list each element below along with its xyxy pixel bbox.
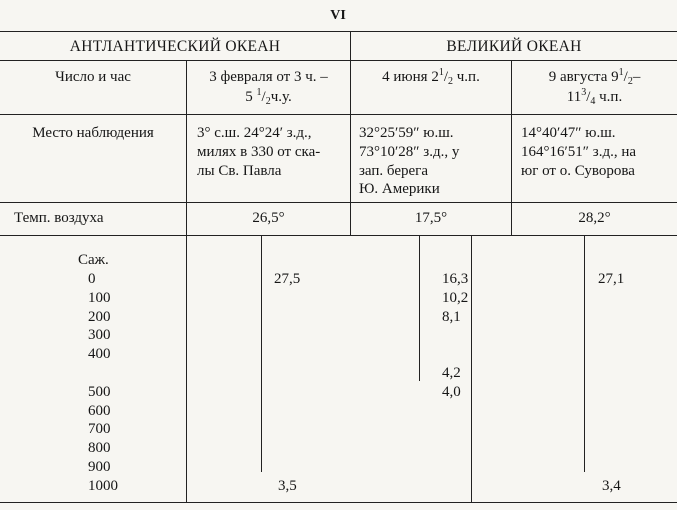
station2-temp: 4,2: [442, 364, 461, 381]
station3-date-line2: $11^3/_4$ ч.п.: [566, 87, 623, 107]
depth-value: 700: [88, 421, 111, 438]
place-label: Место наблюдения: [32, 125, 154, 141]
depth-value: 900: [88, 458, 111, 475]
station2-place: [359, 124, 459, 199]
station2-temp: 4,0: [442, 383, 461, 400]
station1-place-line: лы Св. Павла: [197, 162, 282, 179]
place-row-rule: [0, 202, 677, 203]
station2-place-line: 73°10′28″ з.д., у: [359, 143, 460, 160]
depth-value: 800: [88, 440, 111, 457]
atlantic-depth-divider: [261, 235, 262, 472]
station1-temp-surface: 27,5: [274, 271, 301, 287]
station2-temp: 16,3: [442, 271, 469, 287]
depth-values: [88, 270, 118, 496]
station2-temp: [442, 345, 468, 364]
ocean-header-rule: [0, 60, 677, 61]
station3-temp-bottom: 3,4: [602, 478, 621, 494]
station2-air-temp: 17,5°: [414, 210, 448, 226]
station3-air-temp: 28,2°: [578, 210, 611, 226]
station2-place-line: зап. берега: [359, 162, 428, 179]
station3-temp-surface: 27,1: [598, 271, 625, 287]
station3-place-line: 14°40′47″ ю.ш.: [521, 125, 616, 141]
station1-date-line1: 3 февраля от 3 ч. –: [209, 69, 328, 85]
station1-air-temp: 26,5°: [252, 210, 285, 226]
table-top-rule: [0, 31, 677, 32]
station1-place-line: 3° с.ш. 24°24′ з.д.,: [197, 125, 312, 141]
depth-value: 1000: [88, 477, 118, 494]
station2-depth-temps: [442, 270, 468, 402]
depth-value: 0: [88, 271, 96, 287]
date-time-label: Число и час: [55, 69, 131, 85]
pacific-ocean-header: ВЕЛИКИЙ ОКЕАН: [446, 38, 582, 55]
station2-date-line1: 4 июня $2^1/_2$ ч.п.: [382, 67, 480, 87]
station2-temp: 8,1: [442, 308, 461, 325]
label-column-divider: [186, 60, 187, 502]
station2-depth-divider-right: [471, 235, 472, 502]
date-row-rule: [0, 114, 677, 115]
station1-place-line: милях в 330 от ска-: [197, 143, 321, 160]
station3-date-line1: 9 августа $9^1/_2-$: [548, 67, 641, 87]
station1-place: [197, 124, 320, 180]
depth-unit-label: Саж.: [78, 252, 109, 268]
depth-value: 100: [88, 289, 111, 306]
station2-temp: [442, 326, 468, 345]
air-temp-label: Темп. воздуха: [14, 210, 104, 226]
table-bottom-rule: [0, 502, 677, 503]
station3-depth-divider: [584, 235, 585, 472]
station2-depth-divider-left: [419, 235, 420, 381]
station2-temp: 10,2: [442, 289, 469, 306]
station3-place: [521, 124, 636, 180]
depth-value: 500: [88, 383, 111, 400]
station2-place-line: 32°25′59″ ю.ш.: [359, 125, 454, 141]
depth-value: 600: [88, 402, 111, 419]
station2-place-line: Ю. Америки: [359, 181, 440, 198]
depth-value: 300: [88, 327, 111, 344]
station3-place-line: 164°16′51″ з.д., на: [521, 143, 637, 160]
depth-value: 400: [88, 346, 111, 363]
atlantic-ocean-header: АНТЛАНТИЧЕСКИЙ ОКЕАН: [69, 38, 281, 55]
station3-place-line: юг от о. Суворова: [521, 162, 635, 179]
ocean-divider: [350, 31, 351, 235]
station1-temp-bottom: 3,5: [278, 478, 297, 494]
station1-date-line2: 5 $^1/_2ч.у$.: [245, 87, 292, 107]
air-temp-row-rule: [0, 235, 677, 236]
depth-value: 200: [88, 308, 111, 325]
depth-value: [88, 364, 118, 383]
page-label: VI: [330, 8, 346, 23]
